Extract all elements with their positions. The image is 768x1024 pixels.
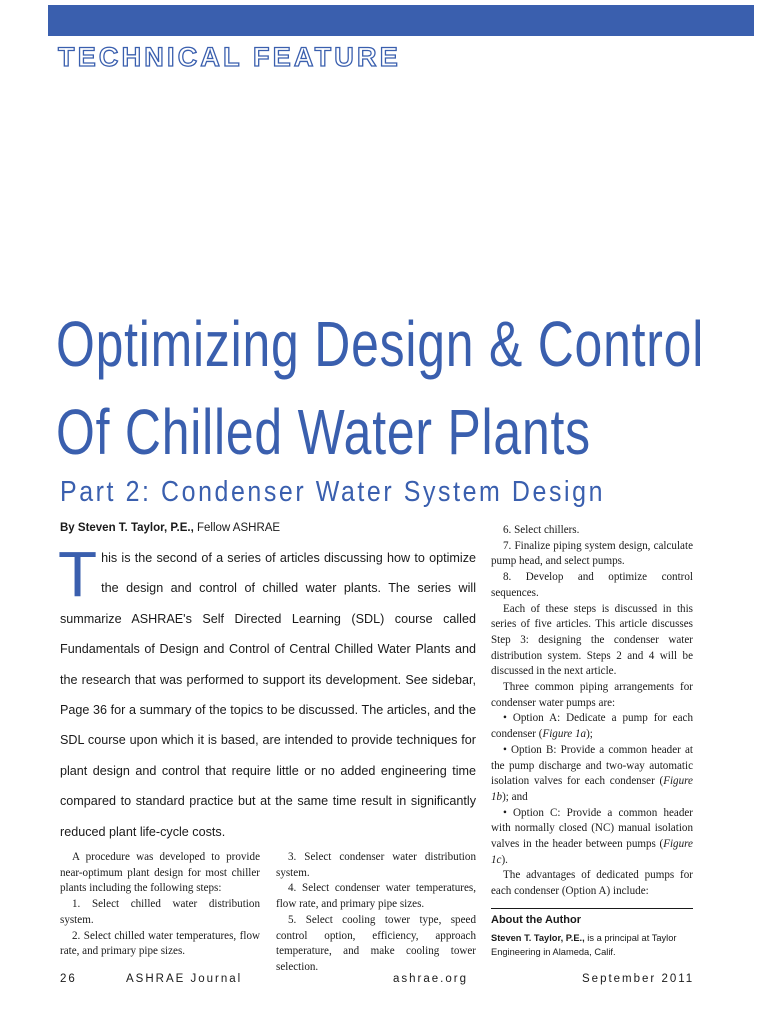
title-line-2: Of Chilled Water Plants (56, 396, 591, 468)
list-item: 2. Select chilled water temperatures, flow rate, and primary pipe sizes. (60, 929, 260, 958)
paragraph: Each of these steps is discussed in this series of five articles. This article discusses Step 3: designing the condenser water distribution system. Steps 2 and 4 will be discussed in the next article. (491, 602, 693, 678)
body-column-1 (60, 850, 260, 960)
title-line-1: Optimizing Design & Control (56, 308, 705, 380)
about-body (491, 931, 696, 959)
issue-date: September 2011 (582, 973, 695, 985)
header-bar (48, 5, 754, 36)
website: ashrae.org (393, 973, 468, 985)
paragraph: The advantages of dedicated pumps for each condenser (Option A) include: (491, 869, 693, 898)
figure-ref: Figure 1a (542, 728, 587, 741)
drop-cap: T (58, 538, 98, 610)
option-c: • Option C: Provide a common header with normally closed (NC) manual isolation valves in the header between pumps (Figure 1c). (491, 806, 693, 866)
author-role: Fellow ASHRAE (193, 522, 281, 534)
author-name: By Steven T. Taylor, P.E., (60, 522, 194, 534)
article-title (56, 300, 705, 476)
option-b: • Option B: Provide a common header at the pump discharge and two-way automatic isolation valves for each condenser (Figure 1b); and (491, 743, 693, 803)
section-label: TECHNICAL FEATURE (58, 42, 401, 72)
journal-name: ASHRAE Journal (126, 973, 243, 985)
paragraph: Three common piping arrangements for condenser water pumps are: (491, 681, 693, 709)
body-column-3 (491, 523, 693, 900)
list-item: 1. Select chilled water distribution system. (60, 898, 260, 926)
list-item: 5. Select cooling tower type, speed control option, efficiency, approach temperature, and make cooling tower selection. (276, 913, 476, 973)
about-divider (491, 908, 693, 909)
option-a: • Option A: Dedicate a pump for each condenser (Figure 1a); (491, 712, 693, 741)
about-heading: About the Author (491, 914, 582, 926)
figure-ref: Figure 1b (491, 775, 693, 803)
intro-text: his is the second of a series of articles discussing how to optimize the design and control of chilled water plants. The series will summarize ASHRAE's Self Directed Learning (SDL) course called Fundamentals of Design and Control of Central Chilled Water Plants and the research that was performed to support its development. See sidebar, Page 36 for a summary of the topics to be discussed. The articles, and the SDL course upon which it is based, are intended to provide techniques for plant design and control that require little or no added engineering time compared to standard practice but at the same time result in significantly reduced plant life-cycle costs. (60, 551, 476, 839)
list-item: 6. Select chillers. (503, 524, 580, 536)
figure-ref: Figure 1c (491, 838, 693, 866)
byline (60, 522, 280, 534)
list-item: 7. Finalize piping system design, calculate pump head, and select pumps. (491, 539, 693, 568)
article-subtitle: Part 2: Condenser Water System Design (60, 476, 606, 508)
list-item: 3. Select condenser water distribution system. (276, 851, 476, 879)
about-author-name: Steven T. Taylor, P.E., (491, 933, 585, 943)
intro-paragraph (58, 538, 476, 847)
list-item: 8. Develop and optimize control sequences. (491, 571, 693, 599)
list-item: 4. Select condenser water temperatures, flow rate, and primary pipe sizes. (276, 882, 476, 911)
page-number: 26 (60, 973, 77, 985)
paragraph: A procedure was developed to provide near-optimum plant design for most chiller plants including the following steps: (60, 851, 260, 895)
body-column-2 (276, 850, 476, 976)
about-text: is a principal at Taylor Engineering in Alameda, Calif. (491, 933, 677, 957)
